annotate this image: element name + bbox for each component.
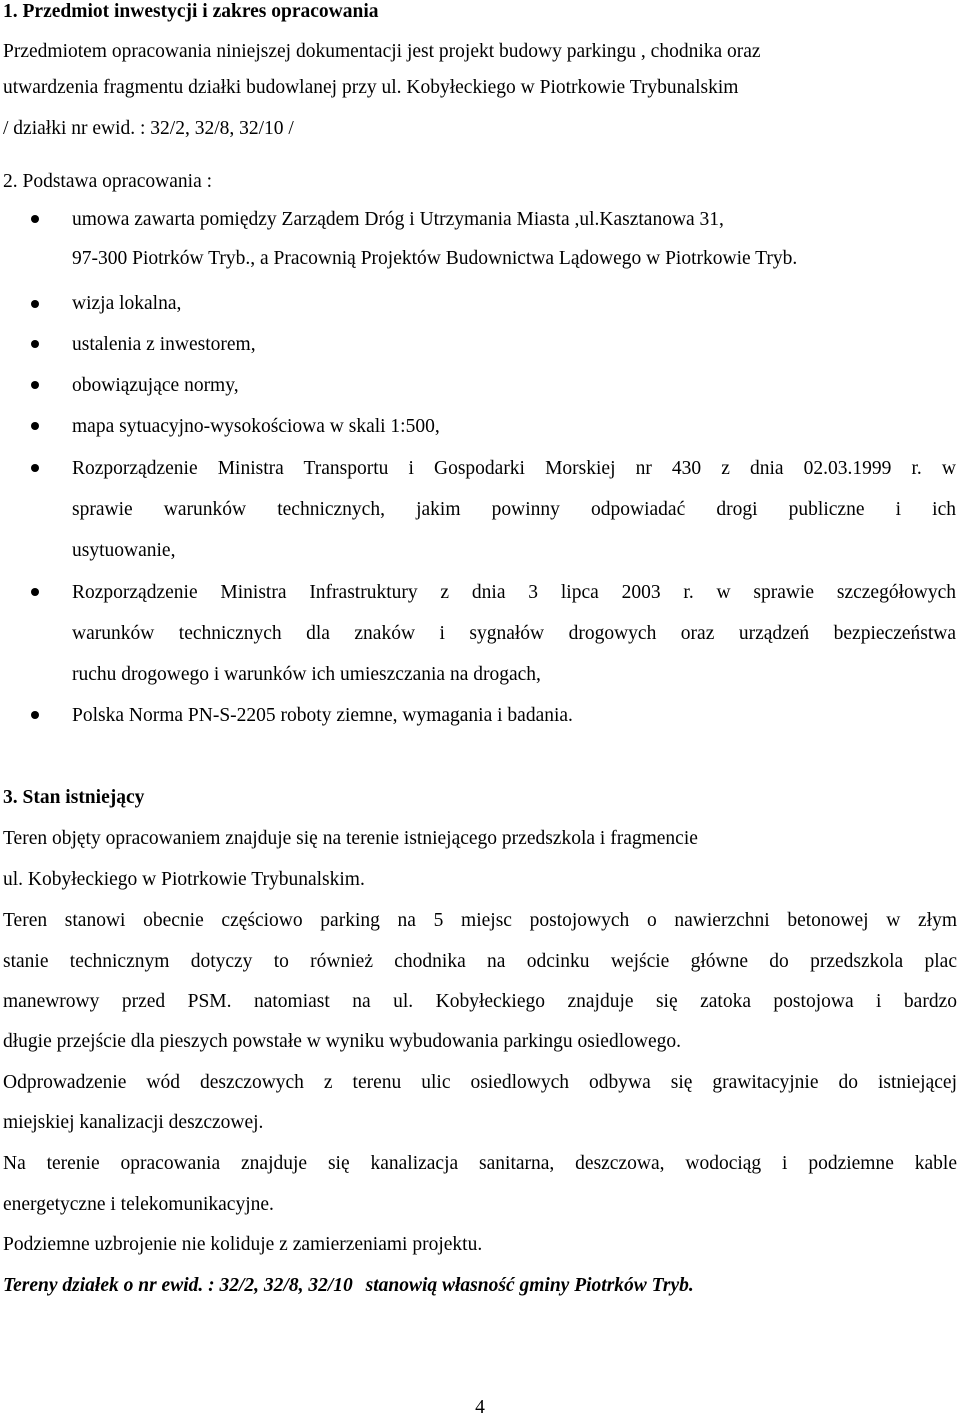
bullet-icon bbox=[31, 340, 39, 348]
paragraph-line: stanie technicznym dotyczy to również chodnika na odcinku wejście główne do przedszkola plac bbox=[3, 951, 957, 972]
ownership-statement bbox=[3, 1274, 694, 1298]
list-item: Rozporządzenie Ministra Transportu i Gospodarki Morskiej nr 430 z dnia 02.03.1999 r. w bbox=[72, 458, 956, 479]
paragraph-line: Podziemne uzbrojenie nie koliduje z zamierzeniami projektu. bbox=[3, 1234, 483, 1255]
ownership-text: stanowią własność gminy Piotrków Tryb. bbox=[365, 1275, 694, 1296]
paragraph-line: energetyczne i telekomunikacyjne. bbox=[3, 1194, 274, 1215]
paragraph-line: utwardzenia fragmentu działki budowlanej przy ul. Kobyłeckiego w Piotrkowie Trybunalskim bbox=[3, 77, 739, 98]
section-3-heading: 3. Stan istniejący bbox=[3, 787, 145, 808]
list-item: obowiązujące normy, bbox=[72, 375, 239, 396]
parcel-numbers: Tereny działek o nr ewid. : 32/2, 32/8, 32/10 bbox=[3, 1275, 353, 1296]
paragraph-line: Teren objęty opracowaniem znajduje się na terenie istniejącego przedszkola i fragmencie bbox=[3, 828, 698, 849]
list-item: Polska Norma PN-S-2205 roboty ziemne, wymagania i badania. bbox=[72, 705, 573, 726]
bullet-icon bbox=[31, 464, 39, 472]
section-1-heading: 1. Przedmiot inwestycji i zakres opracowania bbox=[3, 1, 379, 22]
paragraph-line: długie przejście dla pieszych powstałe w wyniku wybudowania parkingu osiedlowego. bbox=[3, 1031, 681, 1052]
list-item-continuation: 97-300 Piotrków Tryb., a Pracownią Projektów Budownictwa Lądowego w Piotrkowie Tryb. bbox=[72, 248, 798, 269]
list-item-continuation: usytuowanie, bbox=[72, 540, 176, 561]
list-item-continuation: warunków technicznych dla znaków i sygnałów drogowych oraz urządzeń bezpieczeństwa bbox=[72, 623, 956, 644]
page-number: 4 bbox=[475, 1397, 485, 1418]
bullet-icon bbox=[31, 215, 39, 223]
list-item: Rozporządzenie Ministra Infrastruktury z dnia 3 lipca 2003 r. w sprawie szczegółowych bbox=[72, 582, 956, 603]
list-item: mapa sytuacyjno-wysokościowa w skali 1:500, bbox=[72, 416, 440, 437]
paragraph-line: miejskiej kanalizacji deszczowej. bbox=[3, 1112, 264, 1133]
list-item: wizja lokalna, bbox=[72, 293, 182, 314]
list-item-continuation: sprawie warunków technicznych, jakim powinny odpowiadać drogi publiczne i ich bbox=[72, 499, 956, 520]
paragraph-line: Przedmiotem opracowania niniejszej dokumentacji jest projekt budowy parkingu , chodnika oraz bbox=[3, 41, 761, 62]
list-item: ustalenia z inwestorem, bbox=[72, 334, 256, 355]
paragraph-line: Na terenie opracowania znajduje się kanalizacja sanitarna, deszczowa, wodociąg i podziemne kable bbox=[3, 1153, 957, 1174]
bullet-icon bbox=[31, 711, 39, 719]
bullet-icon bbox=[31, 381, 39, 389]
paragraph-line: Teren stanowi obecnie częściowo parking na 5 miejsc postojowych o nawierzchni betonowej w złym bbox=[3, 910, 957, 931]
paragraph-line: ul. Kobyłeckiego w Piotrkowie Trybunalskim. bbox=[3, 869, 365, 890]
list-item-continuation: ruchu drogowego i warunków ich umieszczania na drogach, bbox=[72, 664, 541, 685]
paragraph-line: Odprowadzenie wód deszczowych z terenu ulic osiedlowych odbywa się grawitacyjnie do istniejącej bbox=[3, 1072, 957, 1093]
paragraph-line: manewrowy przed PSM. natomiast na ul. Kobyłeckiego znajduje się zatoka postojowa i bardzo bbox=[3, 991, 957, 1012]
bullet-icon bbox=[31, 422, 39, 430]
section-2-heading: 2. Podstawa opracowania : bbox=[3, 171, 213, 192]
bullet-icon bbox=[31, 300, 39, 308]
list-item: umowa zawarta pomiędzy Zarządem Dróg i Utrzymania Miasta ,ul.Kasztanowa 31, bbox=[72, 209, 724, 230]
bullet-icon bbox=[31, 588, 39, 596]
paragraph-line: / działki nr ewid. : 32/2, 32/8, 32/10 / bbox=[3, 118, 294, 139]
